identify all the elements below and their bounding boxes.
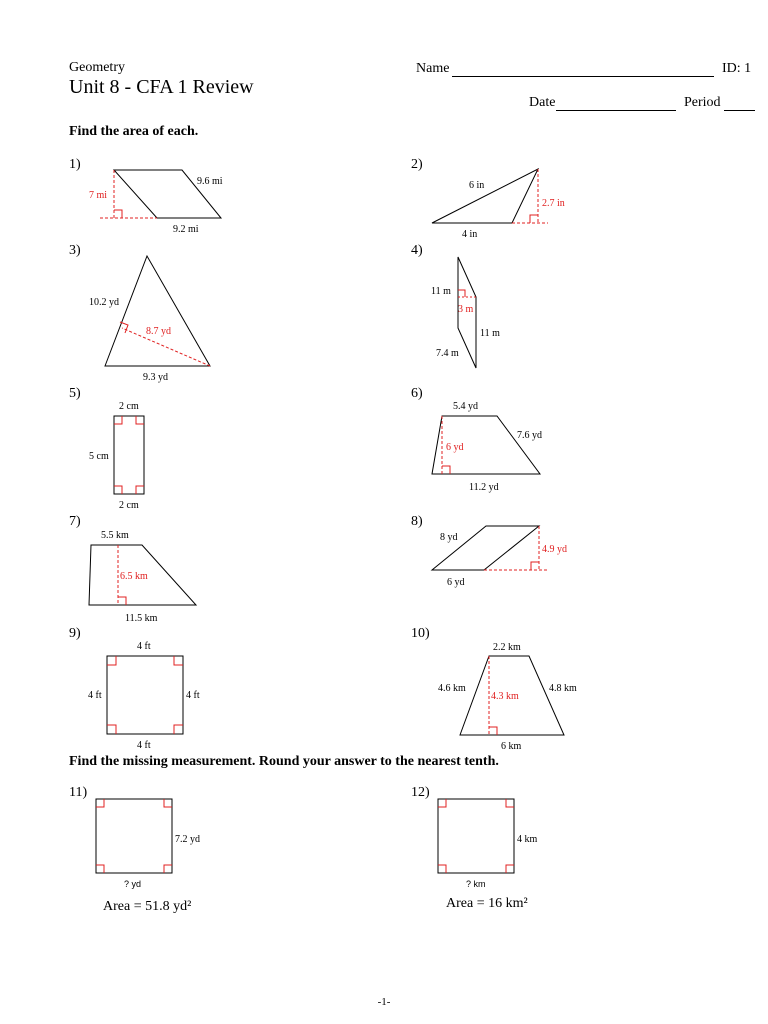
- right-angle-marks-11: [96, 799, 172, 873]
- figure-11-square: [96, 799, 172, 873]
- label-3-side: 10.2 yd: [89, 297, 119, 308]
- problem-number-9: 9): [69, 626, 81, 641]
- label-6-base: 11.2 yd: [469, 482, 499, 493]
- label-4-side-right: 11 m: [480, 328, 500, 339]
- area-statement-12: Area = 16 km²: [446, 896, 528, 911]
- label-8-height: 4.9 yd: [542, 544, 567, 555]
- label-9-top: 4 ft: [137, 641, 151, 652]
- right-angle-marks-9: [107, 656, 183, 734]
- figure-3-triangle: [105, 256, 210, 366]
- problem-number-8: 8): [411, 514, 423, 529]
- label-1-height: 7 mi: [89, 190, 108, 201]
- label-9-bottom: 4 ft: [137, 740, 151, 751]
- problem-number-1: 1): [69, 157, 81, 172]
- label-2-height: 2.7 in: [542, 198, 565, 209]
- area-statement-11: Area = 51.8 yd²: [103, 899, 192, 914]
- problem-number-11: 11): [69, 785, 88, 800]
- label-10-base: 6 km: [501, 741, 522, 752]
- figure-12-square: [438, 799, 514, 873]
- label-4-height: 3 m: [458, 304, 474, 315]
- label-9-left: 4 ft: [88, 690, 102, 701]
- label-12-side: 4 km: [517, 834, 538, 845]
- date-label: Date: [529, 95, 556, 110]
- label-9-right: 4 ft: [186, 690, 200, 701]
- right-angle-marks-12: [438, 799, 514, 873]
- problem-number-2: 2): [411, 157, 423, 172]
- name-label: Name: [416, 61, 450, 76]
- label-11-base: ? yd: [124, 879, 142, 889]
- label-6-side: 7.6 yd: [517, 430, 542, 441]
- label-6-top: 5.4 yd: [453, 401, 478, 412]
- figure-5-rectangle: [114, 416, 144, 494]
- label-10-top: 2.2 km: [493, 642, 521, 653]
- label-8-base: 6 yd: [447, 577, 465, 588]
- problem-number-4: 4): [411, 243, 423, 258]
- page-number: -1-: [377, 996, 391, 1008]
- right-angle-mark-4: [458, 290, 465, 297]
- worksheet-title: Unit 8 - CFA 1 Review: [69, 76, 254, 98]
- figure-9-square: [107, 656, 183, 734]
- label-1-side: 9.6 mi: [197, 176, 223, 187]
- label-5-bottom: 2 cm: [119, 500, 139, 511]
- label-7-height: 6.5 km: [120, 571, 148, 582]
- right-angle-marks-5: [114, 416, 144, 494]
- right-angle-mark-6: [442, 466, 450, 474]
- problem-number-7: 7): [69, 514, 81, 529]
- label-5-top: 2 cm: [119, 401, 139, 412]
- label-11-side: 7.2 yd: [175, 834, 200, 845]
- right-angle-mark-10: [489, 727, 497, 735]
- label-12-base: ? km: [466, 879, 486, 889]
- section-heading-area: Find the area of each.: [69, 124, 199, 139]
- id-label: ID: 1: [722, 61, 752, 76]
- subject-label: Geometry: [69, 60, 125, 75]
- right-angle-mark-1: [114, 210, 122, 218]
- label-4-side-top: 11 m: [431, 286, 451, 297]
- label-1-base: 9.2 mi: [173, 224, 199, 235]
- label-4-base: 7.4 m: [436, 348, 459, 359]
- label-10-height: 4.3 km: [491, 691, 519, 702]
- right-angle-mark-2: [530, 215, 538, 223]
- label-5-left: 5 cm: [89, 451, 109, 462]
- label-2-side: 6 in: [469, 180, 485, 191]
- label-7-base: 11.5 km: [125, 613, 158, 624]
- problem-number-6: 6): [411, 386, 423, 401]
- right-angle-mark-8: [531, 562, 539, 570]
- problem-number-10: 10): [411, 626, 430, 641]
- label-3-height: 8.7 yd: [146, 326, 171, 337]
- label-6-height: 6 yd: [446, 442, 464, 453]
- label-7-top: 5.5 km: [101, 530, 129, 541]
- label-10-right: 4.8 km: [549, 683, 577, 694]
- period-label: Period: [684, 95, 721, 110]
- label-10-left: 4.6 km: [438, 683, 466, 694]
- label-8-side: 8 yd: [440, 532, 458, 543]
- right-angle-mark-7: [118, 597, 126, 605]
- problem-number-5: 5): [69, 386, 81, 401]
- label-2-base: 4 in: [462, 229, 478, 240]
- problem-number-3: 3): [69, 243, 81, 258]
- figure-2-triangle: [432, 169, 538, 223]
- section-heading-missing: Find the missing measurement. Round your answer to the nearest tenth.: [69, 754, 499, 769]
- label-3-base: 9.3 yd: [143, 372, 168, 383]
- problem-number-12: 12): [411, 785, 430, 800]
